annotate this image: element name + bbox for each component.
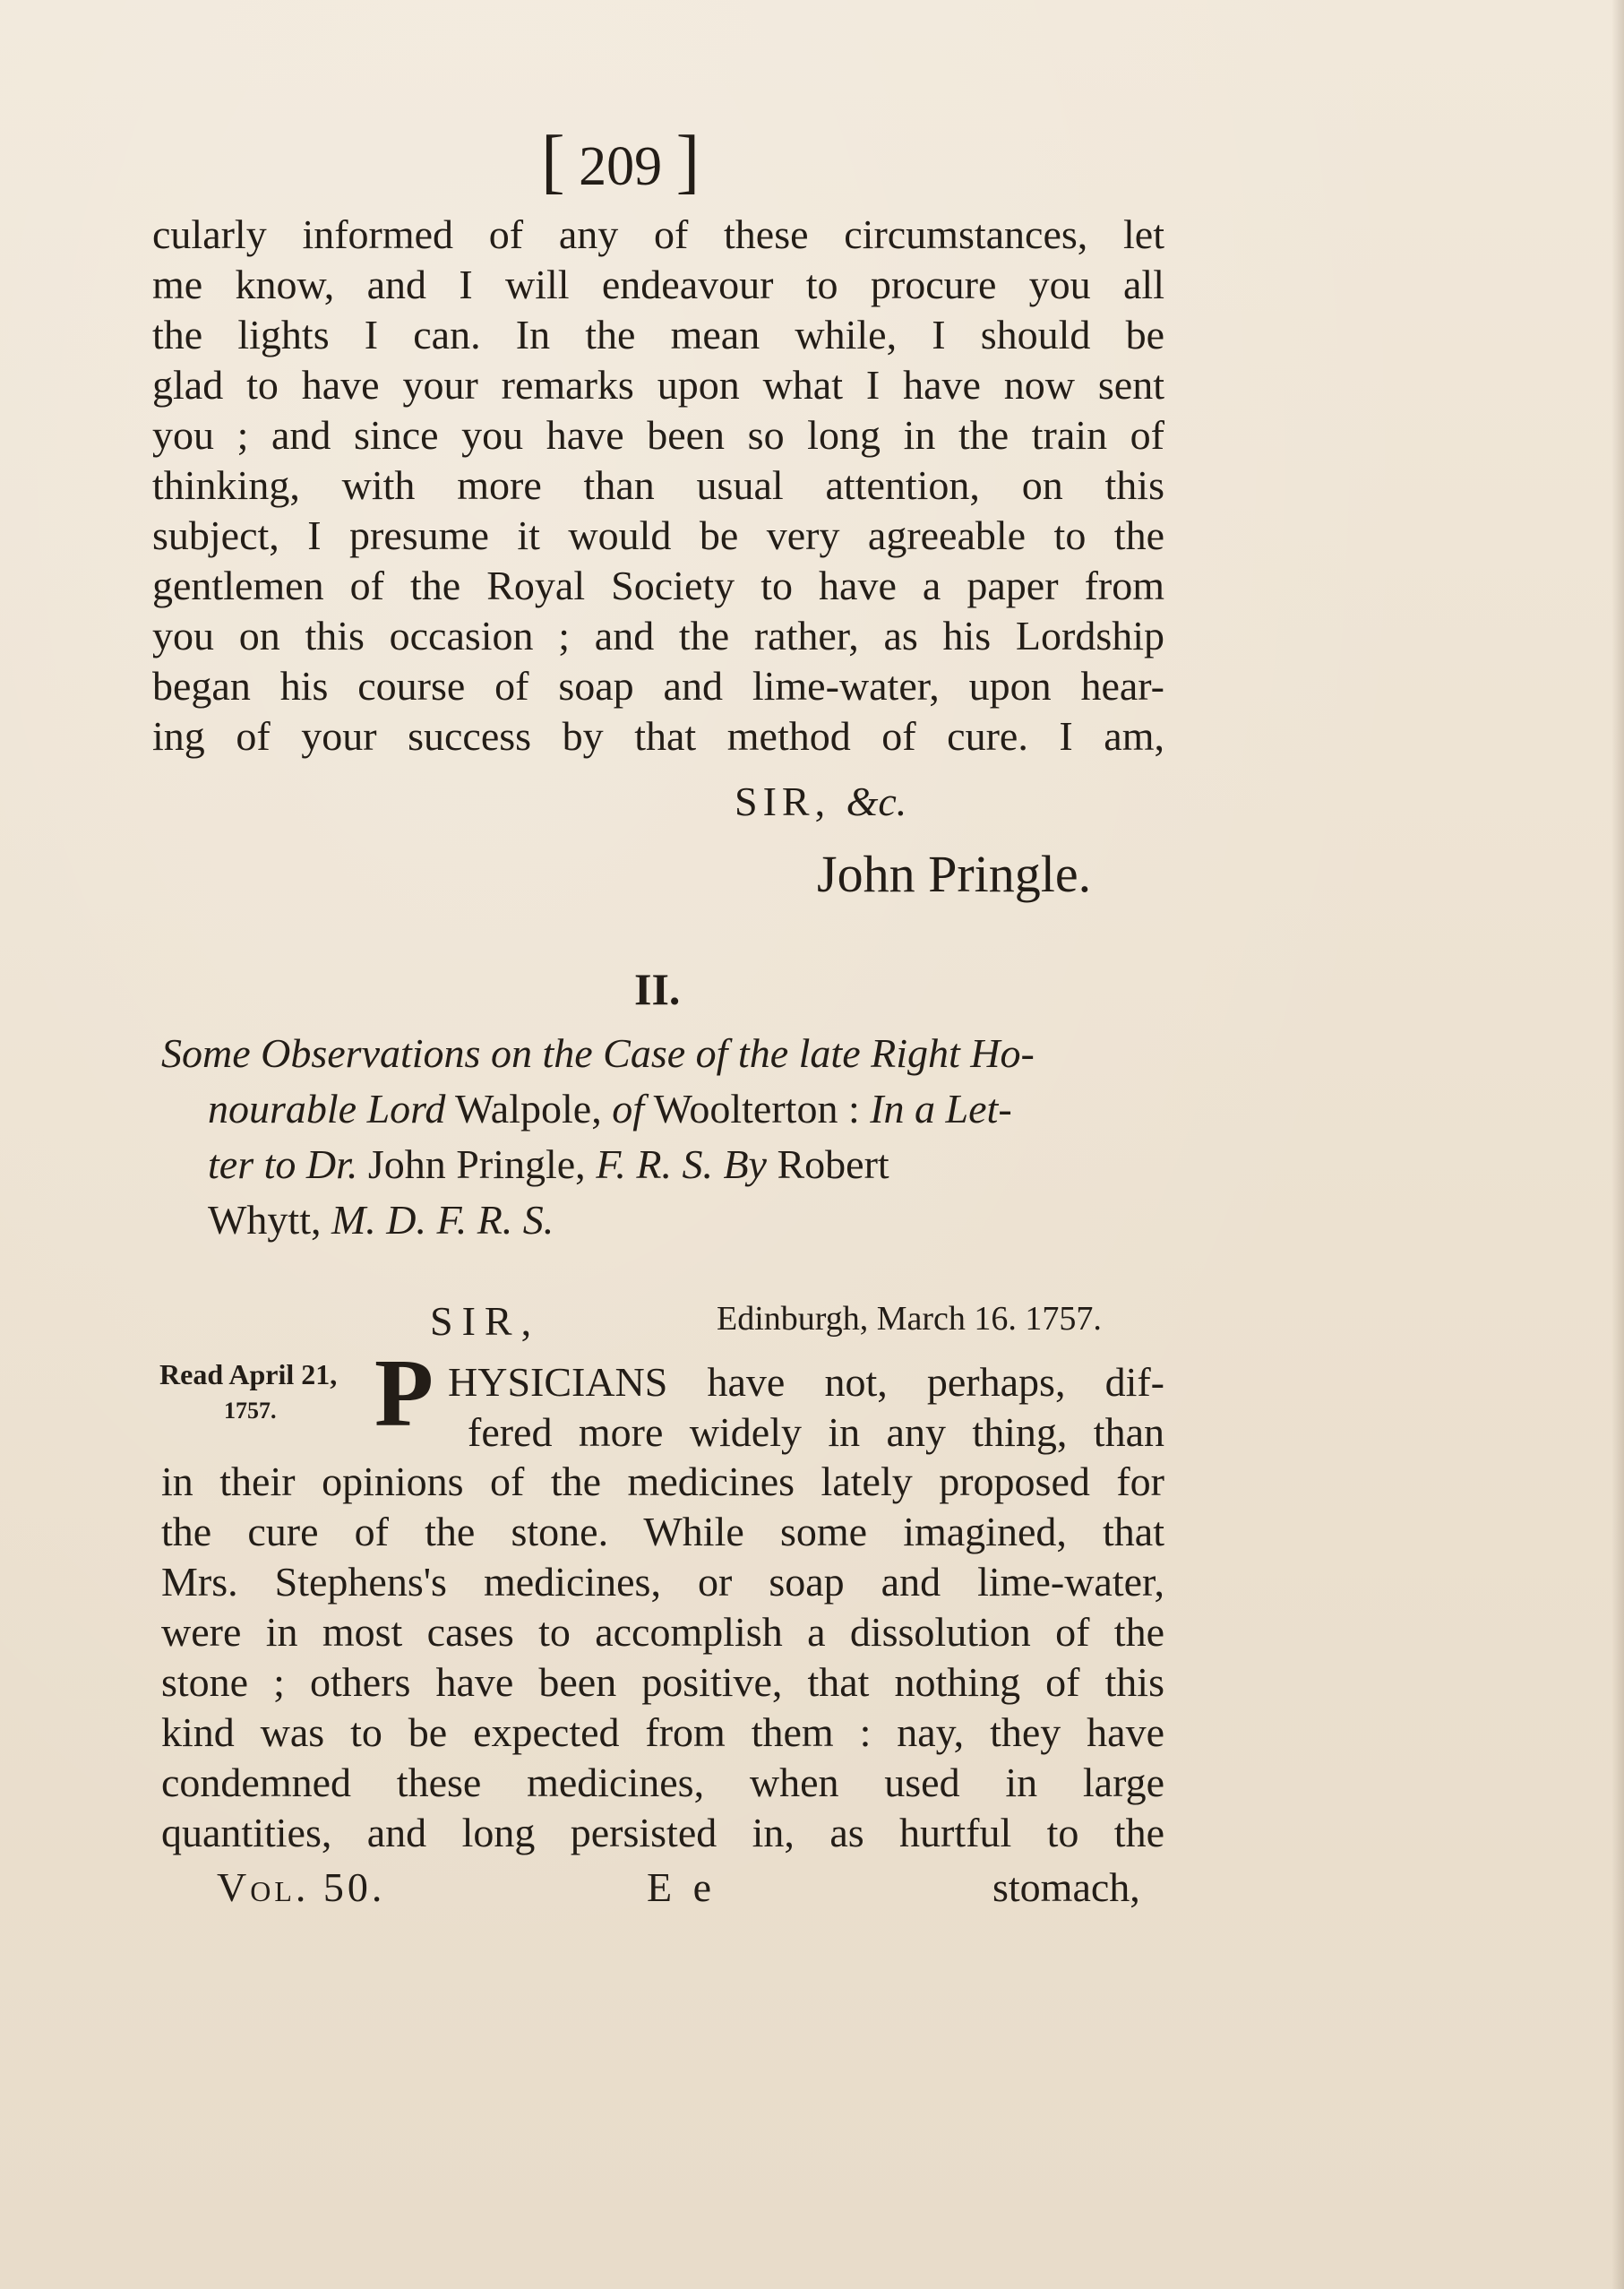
text-line: quantities, and long persisted in, as hurtful to the bbox=[161, 1810, 1164, 1855]
margin-note: Read April 21, bbox=[159, 1358, 338, 1390]
text-line: gentlemen of the Royal Society to have a paper from bbox=[152, 563, 1164, 608]
page-number: [ 209 ] bbox=[541, 122, 700, 201]
text-line: glad to have your remarks upon what I have now sent bbox=[152, 362, 1164, 408]
text-line: were in most cases to accomplish a dissolution of the bbox=[161, 1609, 1164, 1655]
text-line: kind was to be expected from them : nay, they have bbox=[161, 1709, 1164, 1755]
letter-salutation: SIR, &c. bbox=[735, 779, 907, 824]
text-line: the lights I can. In the mean while, I should be bbox=[152, 312, 1164, 357]
article-title-line: Whytt, M. D. F. R. S. bbox=[208, 1197, 554, 1243]
text-line: me know, and I will endeavour to procure you all bbox=[152, 262, 1164, 307]
text-line: Mrs. Stephens's medicines, or soap and lime-water, bbox=[161, 1559, 1164, 1605]
text-line: thinking, with more than usual attention, on this bbox=[152, 462, 1164, 508]
text-line: fered more widely in any thing, than bbox=[468, 1409, 1164, 1455]
drop-cap: P bbox=[374, 1340, 434, 1447]
signature-mark: E e bbox=[647, 1864, 717, 1910]
text-line: the cure of the stone. While some imagined, that bbox=[161, 1509, 1164, 1554]
text-line: subject, I presume it would be very agreeable to the bbox=[152, 512, 1164, 558]
volume-number: Vol. 50. bbox=[217, 1864, 386, 1910]
text-line: condemned these medicines, when used in large bbox=[161, 1760, 1164, 1805]
text-line: HYSICIANS have not, perhaps, dif- bbox=[448, 1359, 1164, 1405]
text-line: began his course of soap and lime-water, upon hear- bbox=[152, 663, 1164, 709]
article-title-line: ter to Dr. John Pringle, F. R. S. By Robert bbox=[208, 1141, 889, 1187]
page-edge-shadow bbox=[1611, 0, 1624, 2289]
text-line: cularly informed of any of these circumstances, let bbox=[152, 211, 1164, 257]
catchword: stomach, bbox=[992, 1864, 1140, 1910]
text-line: stone ; others have been positive, that nothing of this bbox=[161, 1659, 1164, 1705]
text-line: in their opinions of the medicines lately proposed for bbox=[161, 1459, 1164, 1504]
article-dateline: Edinburgh, March 16. 1757. bbox=[717, 1300, 1102, 1338]
article-salutation: SIR, bbox=[430, 1298, 541, 1344]
text-line: you on this occasion ; and the rather, as his Lordship bbox=[152, 613, 1164, 658]
text-line: ing of your success by that method of cure. I am, bbox=[152, 713, 1164, 759]
signature: John Pringle. bbox=[817, 845, 1092, 903]
margin-note-year: 1757. bbox=[224, 1398, 277, 1424]
article-title-line: nourable Lord Walpole, of Woolterton : In a Let- bbox=[208, 1086, 1012, 1132]
text-line: you ; and since you have been so long in the train of bbox=[152, 412, 1164, 458]
section-number: II. bbox=[634, 964, 681, 1014]
article-title-line: Some Observations on the Case of the late Right Ho- bbox=[161, 1030, 1035, 1076]
